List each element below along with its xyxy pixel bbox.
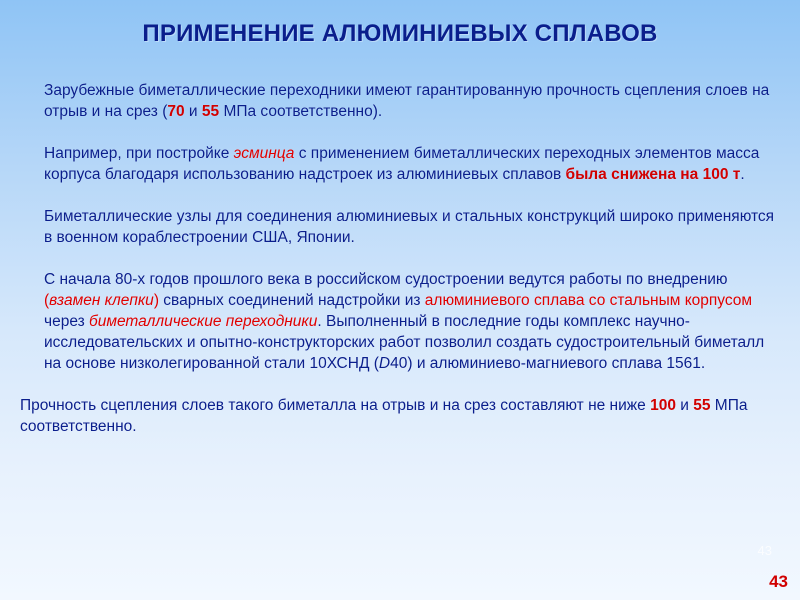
text: через (44, 313, 90, 330)
text: . (740, 166, 745, 183)
paren-open: ( (44, 292, 50, 309)
steel-grade-letter: D (378, 355, 391, 372)
spacer (20, 374, 780, 395)
paragraph-bond-strength (20, 395, 780, 437)
slide-title: ПРИМЕНЕНИЕ АЛЮМИНИЕВЫХ СПЛАВОВ (142, 20, 658, 47)
text: и (184, 103, 202, 120)
text: МПа соответственно. (20, 397, 748, 435)
text: . Выполненный в последние годы комплекс научно-исследовательских и опытно-конструкторских работ позволил создать судостроительный биметалл на основе низколегированной стали 10ХСНД ( (44, 313, 765, 372)
slide-body (20, 80, 780, 437)
spacer (20, 185, 780, 206)
text: Прочность сцепления слоев такого биметалла на отрыв и на срез составляют не ниже (20, 397, 651, 414)
paragraph-destroyer-example (20, 143, 780, 185)
tear-strength-value: 70 (167, 103, 185, 120)
destroyer-term: эсминца (233, 145, 295, 162)
text: и (675, 397, 694, 414)
alloy-term: алюминиевого сплава со стальным корпусом (424, 292, 753, 309)
mass-reduction-result: была снижена на 100 т (565, 166, 741, 183)
tear-strength-min: 100 (650, 397, 676, 414)
shear-strength-value: 55 (201, 103, 220, 120)
text: сварных соединений надстройки из (158, 292, 425, 309)
text: Например, при постройке (44, 145, 234, 162)
spacer (20, 248, 780, 269)
text: с применением биметаллических переходных элементов масса корпуса благодаря использованию надстроек из алюминиевых сплавов (44, 145, 760, 183)
paragraph-russian-shipbuilding (20, 269, 780, 374)
page-number: 43 (769, 572, 788, 591)
paragraph-bimetal-joints: Биметаллические узлы для соединения алюминиевых и стальных конструкций широко применяются в военном кораблестроении США, Японии. (44, 208, 775, 246)
paren-close: ) (153, 292, 159, 309)
shear-strength-min: 55 (693, 397, 711, 414)
text: 40) и алюминиево-магниевого сплава 1561. (390, 355, 706, 372)
page-number-watermark: 43 (757, 543, 772, 558)
text: МПа соответственно). (219, 103, 383, 120)
text: Зарубежные биметаллические переходники имеют гарантированную прочность сцепления слоев на отрыв и на срез ( (44, 82, 770, 120)
spacer (20, 122, 780, 143)
text: С начала 80-х годов прошлого века в российском судостроении ведутся работы по внедрению (44, 271, 728, 288)
adapters-term: биметаллические переходники (89, 313, 318, 330)
rivets-term: взамен клепки (49, 292, 154, 309)
paragraph-foreign-adapters (20, 80, 780, 122)
